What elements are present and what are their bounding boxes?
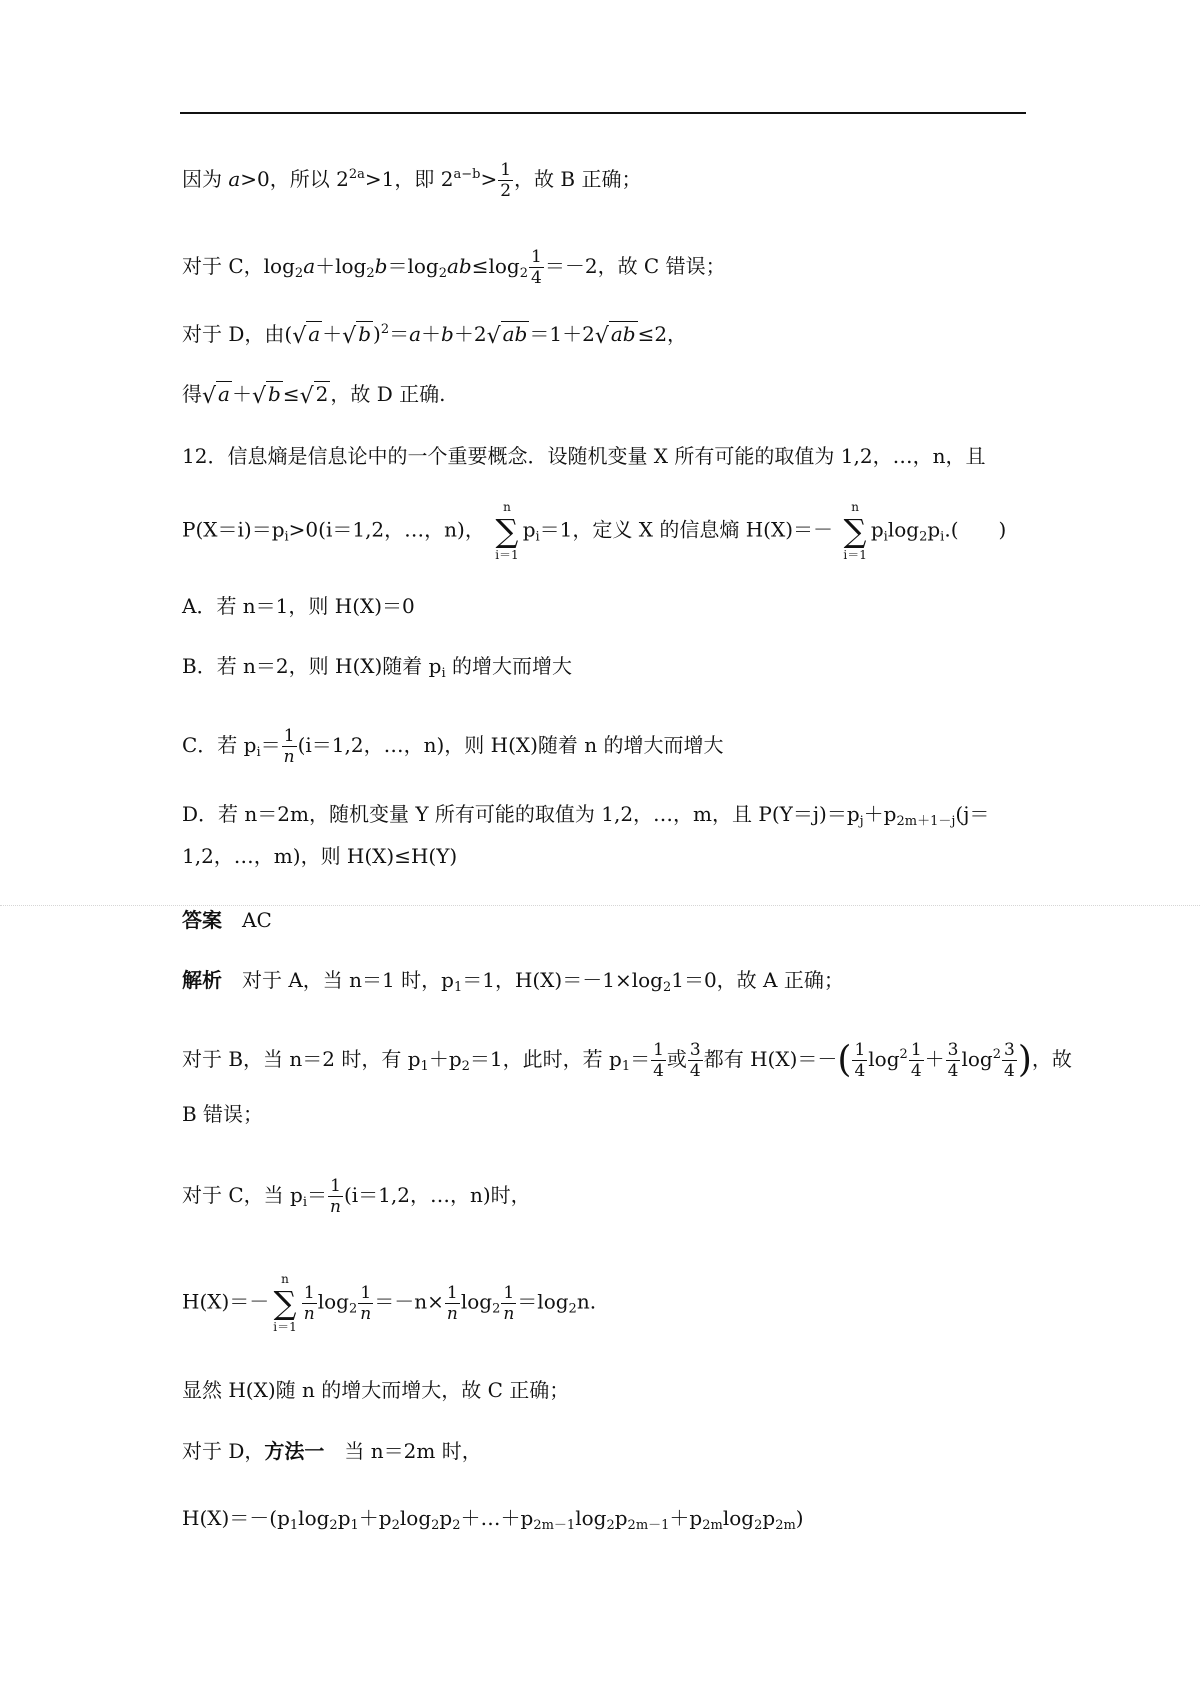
analysis-c-conclusion xyxy=(182,1376,569,1404)
text: log xyxy=(868,1047,900,1071)
subscript: i xyxy=(535,529,540,545)
var: b xyxy=(374,254,388,278)
subscript: i xyxy=(302,1195,307,1210)
text: B．若 n＝2，则 H(X)随着 p xyxy=(182,654,442,678)
answer-value: AC xyxy=(242,908,272,932)
text: log xyxy=(460,1289,493,1314)
denominator: 4 xyxy=(531,268,542,288)
subscript: 1 xyxy=(453,980,463,995)
subscript: i xyxy=(883,529,888,545)
answer-line xyxy=(182,906,272,934)
text: C．若 p xyxy=(182,733,257,757)
sqrt: √ b xyxy=(251,382,281,409)
fraction: $\frac{1}{n}$ xyxy=(446,1282,458,1324)
text: .( ) xyxy=(944,517,1007,542)
text: ＋p xyxy=(863,802,897,826)
text: 得 xyxy=(182,382,202,406)
fraction xyxy=(529,247,544,288)
summation xyxy=(843,500,866,562)
header-rule xyxy=(180,112,1026,114)
fraction: $\frac{1}{n}$ xyxy=(330,1176,341,1217)
sum-lower: i＝1 xyxy=(843,548,867,562)
text: ＝1，此时，若 p xyxy=(469,1047,622,1071)
option-d-continued xyxy=(182,842,457,870)
summation xyxy=(495,500,518,562)
fraction: $\frac{1}{4}$ xyxy=(653,1040,664,1081)
subscript: 2 xyxy=(348,1301,358,1317)
sqrt: √ ab xyxy=(594,322,636,349)
solution-line-d xyxy=(182,320,687,351)
text: p xyxy=(522,517,536,542)
analysis-d xyxy=(182,1437,482,1465)
radicand: a xyxy=(218,382,230,406)
text: A．若 n＝1，则 H(X)＝0 xyxy=(182,594,415,618)
var: ab xyxy=(447,254,472,278)
text: 对于 C，当 p xyxy=(182,1183,303,1207)
text: p xyxy=(870,517,884,542)
text: ，故 D 正确. xyxy=(330,382,446,406)
exponent: 2a xyxy=(348,167,365,182)
subscript: 2 xyxy=(438,266,447,281)
text: 对于 A，当 n＝1 时，p xyxy=(242,968,454,992)
text: 1,2，…，m)，则 H(X)≤H(Y) xyxy=(182,844,458,868)
option-d xyxy=(182,800,989,828)
subscript: 2 xyxy=(568,1301,577,1317)
text: (j＝ xyxy=(955,802,990,826)
var: a xyxy=(228,167,241,191)
radicand: b xyxy=(268,382,281,406)
subscript: 2m＋1－j xyxy=(896,814,956,829)
analysis-a xyxy=(182,966,844,994)
subscript: 1 xyxy=(420,1059,429,1074)
text: 都有 H(X)＝－ xyxy=(703,1047,838,1071)
analysis-c-formula xyxy=(182,1272,596,1334)
text: ＝ xyxy=(260,733,281,757)
method-label: 方法一 xyxy=(264,1439,325,1463)
var: a xyxy=(303,254,316,278)
var: a xyxy=(409,322,422,346)
denominator: n xyxy=(283,747,295,767)
text: (i＝1,2，…，n)，则 H(X)随着 n 的增大而增大 xyxy=(297,733,724,757)
radicand: a xyxy=(308,322,321,346)
denominator: 2 xyxy=(500,181,512,201)
sigma-symbol: ∑ xyxy=(843,512,867,550)
text: ≤log xyxy=(471,254,520,278)
fraction: $\frac{1}{4}$ xyxy=(910,1040,922,1081)
text: >0，所以 2 xyxy=(240,167,349,191)
question-12-definition xyxy=(182,500,1006,562)
analysis-b-continued xyxy=(182,1100,263,1128)
text: ＋ xyxy=(924,1047,945,1071)
text: log xyxy=(961,1047,993,1071)
analysis-c xyxy=(182,1176,531,1217)
subscript: i xyxy=(940,529,945,545)
radicand: ab xyxy=(610,322,636,346)
solution-line-d-conclusion xyxy=(182,380,445,411)
analysis-b xyxy=(182,1040,1072,1081)
var: b xyxy=(441,322,454,346)
text: >0(i＝1,2，…，n)， xyxy=(288,517,485,542)
text: ＝1，H(X)＝－1×log xyxy=(462,968,663,992)
solution-line-c xyxy=(182,247,726,288)
exponent: a−b xyxy=(453,167,481,182)
subscript: j xyxy=(859,814,864,829)
text: ＋2 xyxy=(453,322,487,346)
text: 当 n＝2m 时， xyxy=(324,1439,482,1463)
text: ＝－n× xyxy=(374,1289,444,1314)
subscript: 2 xyxy=(662,980,672,995)
right-paren: ) xyxy=(1017,1039,1032,1081)
sqrt: √ a xyxy=(292,322,321,349)
sqrt: √ ab xyxy=(486,322,528,349)
subscript: 2 xyxy=(294,266,304,281)
text: D．若 n＝2m，随机变量 Y 所有可能的取值为 1,2，…，m，且 P(Y＝j)＝p xyxy=(182,802,860,826)
text: p xyxy=(927,517,941,542)
numerator: 1 xyxy=(500,160,512,180)
answer-label: 答案 xyxy=(182,908,222,932)
exponent: 2 xyxy=(899,1047,908,1062)
text: ，故 B 正确； xyxy=(514,167,642,191)
text: >1，即 2 xyxy=(364,167,454,191)
text: ＋ xyxy=(421,322,442,346)
sum-upper: n xyxy=(851,500,859,514)
fraction xyxy=(498,160,513,201)
text: ＋p xyxy=(428,1047,462,1071)
text: ，故 xyxy=(1031,1047,1072,1071)
subscript: 2 xyxy=(492,1301,501,1317)
text: ＝log xyxy=(517,1289,569,1314)
text: n. xyxy=(576,1289,597,1314)
option-a xyxy=(182,592,415,620)
text: 1＝0，故 A 正确； xyxy=(671,968,844,992)
text: 对于 C，log xyxy=(182,254,295,278)
fraction: $\frac{3}{4}$ xyxy=(689,1040,701,1081)
fraction: $\frac{3}{4}$ xyxy=(1004,1040,1015,1081)
sqrt: √ 2 xyxy=(299,382,329,409)
text: 对于 D， xyxy=(182,1439,265,1463)
fraction: $\frac{1}{n}$ xyxy=(303,1282,315,1324)
fraction: $\frac{1}{n}$ xyxy=(360,1282,372,1324)
text: ≤ xyxy=(282,382,300,406)
fraction xyxy=(282,726,297,767)
text: 或 xyxy=(666,1047,687,1071)
question-12-stem xyxy=(182,442,985,470)
left-paren: ( xyxy=(837,1039,852,1081)
text: ≤2， xyxy=(637,322,688,346)
exponent: 2 xyxy=(380,322,390,337)
sum-upper: n xyxy=(503,500,511,514)
text: 12．信息熵是信息论中的一个重要概念．设随机变量 X 所有可能的取值为 1,2，…，n，且 xyxy=(182,444,986,468)
subscript: 2 xyxy=(519,266,529,281)
text: H(X)＝－ xyxy=(182,1289,270,1314)
text: ＋ xyxy=(231,382,252,406)
subscript: 1 xyxy=(621,1059,631,1074)
subscript: i xyxy=(284,529,289,545)
option-c xyxy=(182,726,724,767)
text: ＝log xyxy=(387,254,439,278)
page-separator xyxy=(0,905,1200,906)
sigma-symbol: ∑ xyxy=(495,512,519,550)
text: ＝ xyxy=(389,322,410,346)
text: 显然 H(X)随 n 的增大而增大，故 C 正确； xyxy=(182,1378,570,1402)
sqrt: √ a xyxy=(202,382,230,409)
radicand: ab xyxy=(502,322,528,346)
numerator: 1 xyxy=(531,247,542,267)
numerator: 1 xyxy=(283,726,295,746)
option-b xyxy=(182,652,572,680)
radicand: b xyxy=(358,322,372,346)
subscript: 2 xyxy=(919,529,928,545)
text: ＝1，定义 X 的信息熵 H(X)＝－ xyxy=(539,517,833,542)
text: ＋ xyxy=(322,322,343,346)
text: ＝1＋2 xyxy=(529,322,595,346)
text: 对于 B，当 n＝2 时，有 p xyxy=(182,1047,421,1071)
text: 因为 xyxy=(182,167,229,191)
solution-line-b xyxy=(182,160,641,201)
text: B 错误； xyxy=(182,1102,264,1126)
exponent: 2 xyxy=(992,1047,1001,1062)
text: P(X＝i)＝p xyxy=(182,517,285,542)
summation: n ∑ i＝1 xyxy=(273,1272,297,1334)
fraction: $\frac{1}{4}$ xyxy=(854,1040,866,1081)
text: > xyxy=(480,167,498,191)
text: 对于 D，由( xyxy=(182,322,293,346)
subscript: i xyxy=(256,745,261,760)
text: log xyxy=(317,1289,349,1314)
text: ＝ xyxy=(630,1047,651,1071)
subscript: 2 xyxy=(461,1059,470,1074)
radicand: 2 xyxy=(315,382,329,406)
analysis-label: 解析 xyxy=(182,968,222,992)
analysis-d-formula: $H(X)=-(p_1\log_2p_1+p_2\log_2p_2+\dots+p_{2m-1}\log_2p_{2m-1}+p_{2m}\log_2p_{2m})$ xyxy=(182,1506,804,1533)
text: (i＝1,2，…，n)时， xyxy=(343,1183,531,1207)
text: 的增大而增大 xyxy=(445,654,572,678)
text: ) xyxy=(373,322,381,346)
text: log xyxy=(887,517,920,542)
subscript: 2 xyxy=(366,266,375,281)
fraction: $\frac{1}{n}$ xyxy=(503,1282,515,1324)
fraction: $\frac{3}{4}$ xyxy=(947,1040,959,1081)
text: ＝ xyxy=(307,1183,327,1207)
subscript: i xyxy=(441,666,446,681)
sqrt: √ b xyxy=(342,322,372,349)
text: ＋log xyxy=(315,254,367,278)
sum-lower: i＝1 xyxy=(495,548,519,562)
text: ＝－2，故 C 错误； xyxy=(544,254,726,278)
